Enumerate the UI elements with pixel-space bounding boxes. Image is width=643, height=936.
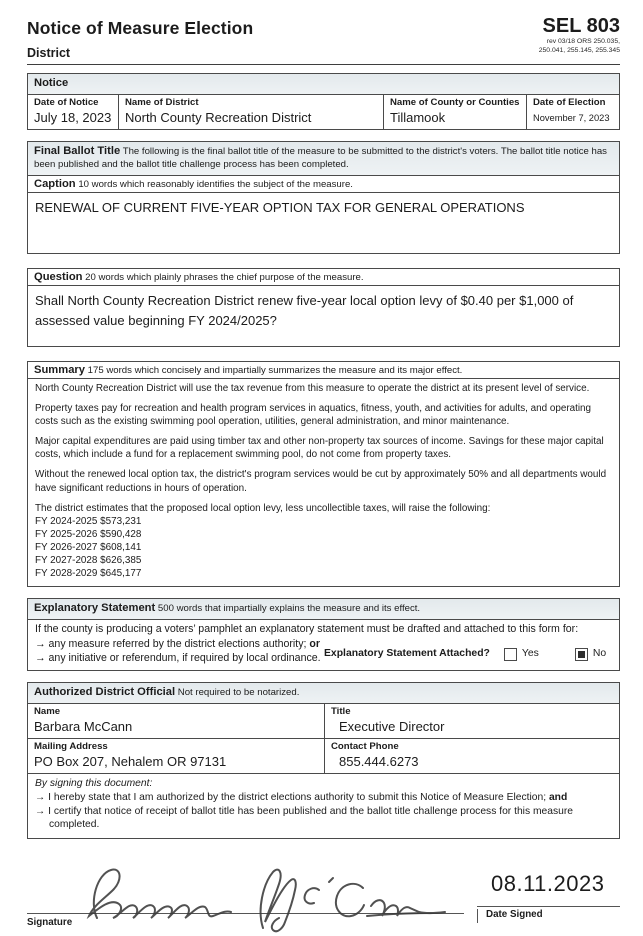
official-desc: Not required to be notarized.: [177, 687, 300, 699]
date-signed-line: [477, 906, 620, 907]
field-label: Contact Phone: [331, 741, 399, 753]
field-value[interactable]: November 7, 2023: [533, 113, 610, 124]
field-name-of-district: [118, 95, 383, 129]
page-subtitle: District: [27, 46, 71, 60]
yes-checkbox[interactable]: [504, 648, 517, 661]
question-desc: 20 words which plainly phrases the chief purpose of the measure.: [85, 272, 364, 284]
explanatory-intro: If the county is producing a voters’ pamphlet an explanatory statement must be drafted and attached to this form for:: [35, 623, 579, 636]
form-title-block: [27, 12, 253, 60]
field-label: Date of Notice: [34, 97, 99, 109]
explanatory-section: [27, 598, 620, 671]
field-date-of-notice: [28, 95, 118, 129]
notice-section-header: [28, 74, 619, 95]
question-header: [28, 269, 619, 286]
question-label: Question: [34, 271, 83, 284]
field-label: Name: [34, 706, 61, 718]
summary-paragraph: Major capital expenditures are paid using timber tax and other non-property tax sources of income. Savings for these major capital costs, which include a fund for a replacement swimming pool, do not come from property taxes.: [35, 436, 604, 461]
official-section: [27, 682, 620, 838]
final-ballot-title-label: Final Ballot Title: [34, 145, 121, 158]
question-value-field[interactable]: Shall North County Recreation District renew five-year local option levy of $0.40 per $1,000 of assessed value beginning FY 2024/2025?: [35, 293, 574, 329]
header-divider: [27, 64, 620, 65]
field-value[interactable]: PO Box 207, Nehalem OR 97131: [34, 754, 227, 770]
field-value[interactable]: Tillamook: [390, 110, 446, 126]
final-ballot-title-section: [27, 141, 620, 254]
field-value[interactable]: North County Recreation District: [125, 110, 312, 126]
summary-label: Summary: [34, 364, 85, 377]
official-label: Authorized District Official: [34, 686, 176, 699]
no-checkbox[interactable]: [575, 648, 588, 661]
signing-statements: [28, 774, 619, 837]
field-value[interactable]: Executive Director: [339, 719, 445, 735]
date-signed-area: [477, 865, 620, 928]
explanatory-body: [28, 620, 619, 670]
field-value[interactable]: Barbara McCann: [34, 719, 133, 735]
bullet-bold: or: [309, 637, 320, 650]
levy-estimate: FY 2027-2028 $626,385: [35, 554, 142, 566]
caption-header: [28, 176, 619, 193]
explanatory-header: [28, 599, 619, 620]
question-section: [27, 268, 620, 347]
summary-value-field[interactable]: [28, 379, 619, 586]
field-label: Name of County or Counties: [390, 97, 520, 109]
form-number: SEL 803: [542, 15, 620, 37]
explanatory-bullets: [35, 638, 324, 666]
signature-label: Signature: [27, 916, 73, 928]
bullet-text: → any measure referred by the district elections authority;: [35, 637, 310, 650]
signature-area[interactable]: [27, 865, 464, 928]
summary-header: [28, 362, 619, 379]
final-ballot-title-header: [28, 142, 619, 176]
explanatory-label: Explanatory Statement: [34, 601, 156, 614]
explanatory-bullet-2: → any initiative or referendum, if required by local ordinance.: [35, 651, 321, 664]
yes-checkbox-label: Yes: [521, 648, 539, 660]
notice-section-label: Notice: [34, 77, 69, 89]
explanatory-attached-row: [324, 638, 612, 666]
field-label: Name of District: [125, 97, 199, 109]
signature-block: [27, 865, 620, 928]
field-contact-phone: [324, 739, 619, 773]
field-mailing-address: [28, 739, 324, 773]
form-number-block: [539, 16, 620, 56]
field-date-of-election: [526, 95, 619, 129]
field-official-title: [324, 704, 619, 738]
summary-paragraph: North County Recreation District will use the tax revenue from this measure to operate the district at its present level of service.: [35, 383, 590, 395]
form-header: [27, 12, 620, 60]
field-value[interactable]: 855.444.6273: [339, 754, 419, 770]
page-title: Notice of Measure Election: [27, 18, 254, 38]
signing-statement-1: [35, 791, 612, 805]
field-value[interactable]: July 18, 2023: [34, 110, 112, 126]
signing-intro: By signing this document:: [35, 778, 153, 790]
final-ballot-title-desc: The following is the final ballot title of the measure to be submitted to the district's voters. The ballot title notice has been published and the ballot title challenge process has been completed.: [34, 146, 607, 171]
attached-no-option: [575, 647, 606, 661]
explanatory-columns: [35, 638, 612, 666]
levy-estimate: FY 2024-2025 $573,231: [35, 515, 142, 527]
summary-paragraph: Without the renewed local option tax, the district's program services would be cut by approximately 50% and all departments would have significant reductions in hours of operation.: [35, 469, 607, 494]
statement-bold: and: [548, 792, 568, 804]
summary-paragraph: The district estimates that the proposed local option levy, less uncollectible taxes, will raise the following:: [35, 502, 491, 514]
notice-fields-row: [28, 95, 619, 129]
field-official-name: [28, 704, 324, 738]
official-row-address-phone: [28, 739, 619, 774]
field-label: Mailing Address: [34, 741, 108, 753]
explanatory-desc: 500 words that impartially explains the measure and its effect.: [157, 602, 421, 614]
attached-yes-option: [504, 647, 539, 661]
summary-desc: 175 words which concisely and impartially summarizes the measure and its major effect.: [87, 365, 463, 377]
no-checkbox-label: No: [592, 648, 607, 660]
official-row-name-title: [28, 704, 619, 739]
summary-paragraph: Property taxes pay for recreation and health program services in aquatics, fitness, youth, and activities for adults, and operating costs such as the existing swimming pool operation, utilities, general administration, and minor maintenance.: [35, 403, 592, 428]
date-signed-value[interactable]: 08.11.2023: [491, 870, 605, 896]
summary-section: [27, 361, 620, 587]
signature-line: [27, 913, 464, 914]
statement-text: → I hereby state that I am authorized by the district elections authority to submit this Notice of Measure Election;: [35, 792, 549, 804]
explanatory-bullet-1: [35, 638, 324, 652]
field-county: [383, 95, 526, 129]
field-label: Date of Election: [533, 97, 606, 109]
caption-desc: 10 words which reasonably identifies the subject of the measure.: [78, 179, 353, 191]
attached-question-label: Explanatory Statement Attached?: [324, 648, 490, 660]
notice-section: [27, 73, 620, 130]
caption-value-field[interactable]: RENEWAL OF CURRENT FIVE-YEAR OPTION TAX FOR GENERAL OPERATIONS: [35, 200, 525, 216]
caption-label: Caption: [34, 178, 76, 191]
levy-estimate: FY 2025-2026 $590,428: [35, 528, 142, 540]
form-rev-line2: 250.041, 255.145, 255.345: [538, 47, 620, 55]
levy-estimate: FY 2026-2027 $608,141: [35, 541, 142, 553]
form-rev-line1: rev 03/18 ORS 250.035,: [546, 38, 620, 45]
signing-statement-2: → I certify that notice of receipt of ballot title has been published and the ballot title challenge process for this measure completed.: [35, 805, 574, 831]
field-label: Title: [331, 706, 351, 718]
date-signed-label: Date Signed: [477, 909, 620, 923]
official-header: [28, 683, 619, 704]
levy-estimate: FY 2028-2029 $645,177: [35, 567, 142, 579]
